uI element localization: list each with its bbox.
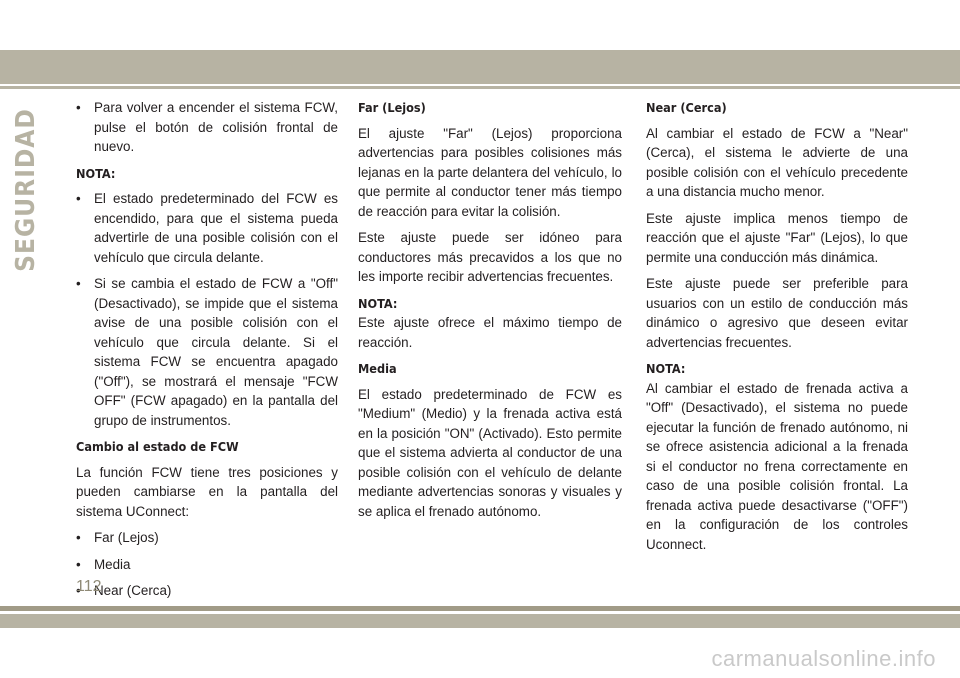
footer-band xyxy=(0,614,960,628)
bullet-list xyxy=(76,98,338,157)
section-heading: Media xyxy=(358,361,397,376)
list-item: • El estado predeterminado del FCW es encendido, para que el sistema pueda advertirle de una posible colisión con el vehículo que circula delante. xyxy=(76,189,338,267)
section-heading: Near (Cerca) xyxy=(646,100,727,115)
note-text: Este ajuste ofrece el máximo tiempo de reacción. xyxy=(358,315,622,350)
note-block xyxy=(646,359,908,554)
paragraph: La función FCW tiene tres posiciones y pueden cambiarse en la pantalla del sistema UConnect: xyxy=(76,464,338,519)
watermark: carmanualsonline.info xyxy=(711,646,936,671)
paragraph: Este ajuste puede ser idóneo para conductores más precavidos a los que no les importe recibir advertencias frecuentes. xyxy=(358,230,622,284)
list-item: • Far (Lejos) xyxy=(76,528,338,548)
note-heading: NOTA: xyxy=(646,361,686,376)
text-column-1 xyxy=(76,98,338,608)
page-number: 112 xyxy=(76,578,102,595)
paragraph: El estado predeterminado de FCW es "Medium" (Medio) y la frenada activa está en la posición "ON" (Activado). Esto permite que el sistema advierta al conductor de una posible colisión con el vehículo de delante mediante advertencias sonoras y visuales y se aplica el frenado autónomo. xyxy=(358,386,622,519)
paragraph: Al cambiar el estado de FCW a "Near" (Cerca), el sistema le advierte de una posible colisión con el vehículo precedente a una distancia mucho menor. xyxy=(646,125,908,199)
list-item: • Media xyxy=(76,555,338,575)
section-tab-label: SEGURIDAD xyxy=(11,108,41,272)
section-heading: Cambio al estado de FCW xyxy=(76,439,239,454)
header-band xyxy=(0,50,960,84)
footer-rule xyxy=(0,606,960,611)
options-list xyxy=(76,528,338,601)
paragraph: Este ajuste implica menos tiempo de reacción que el ajuste "Far" (Lejos), lo que permite una conducción más dinámica. xyxy=(646,210,908,265)
bullet-list xyxy=(76,189,338,430)
note-heading: NOTA: xyxy=(358,295,398,311)
note-heading: NOTA: xyxy=(76,165,116,181)
paragraph: Este ajuste puede ser preferible para usuarios con un estilo de conducción más dinámico o agresivo que deseen evitar advertencias frecuentes. xyxy=(646,276,908,350)
note-block xyxy=(358,294,622,353)
section-heading: Far (Lejos) xyxy=(358,100,426,115)
note-text: Al cambiar el estado de frenada activa a "Off" (Desactivado), el sistema no puede ejecutar la función de frenado autónomo, ni se ofrece asistencia adicional a la frenada si el conductor no frena correctamente en caso de una posible colisión frontal. La frenada activa puede desactivarse ("OFF") en la configuración de los controles Uconnect. xyxy=(646,380,908,552)
header-rule xyxy=(0,86,960,89)
text-column-3 xyxy=(646,98,908,561)
list-item: • Para volver a encender el sistema FCW, pulse el botón de colisión frontal de nuevo. xyxy=(76,98,338,157)
list-item: • Near (Cerca) xyxy=(76,581,338,601)
text-column-2 xyxy=(358,98,622,528)
list-item: • Si se cambia el estado de FCW a "Off" (Desactivado), se impide que el sistema avise de una posible colisión con el vehículo que circula delante. Si el sistema FCW se encuentra apagado ("Off"), se mostrará el mensaje "FCW OFF" (FCW apagado) en la pantalla del grupo de instrumentos. xyxy=(76,274,338,430)
paragraph: El ajuste "Far" (Lejos) proporciona advertencias para posibles colisiones más lejanas en la parte delantera del vehículo, lo que permite al conductor tener más tiempo de reacción para evitar la colisión. xyxy=(358,125,622,219)
